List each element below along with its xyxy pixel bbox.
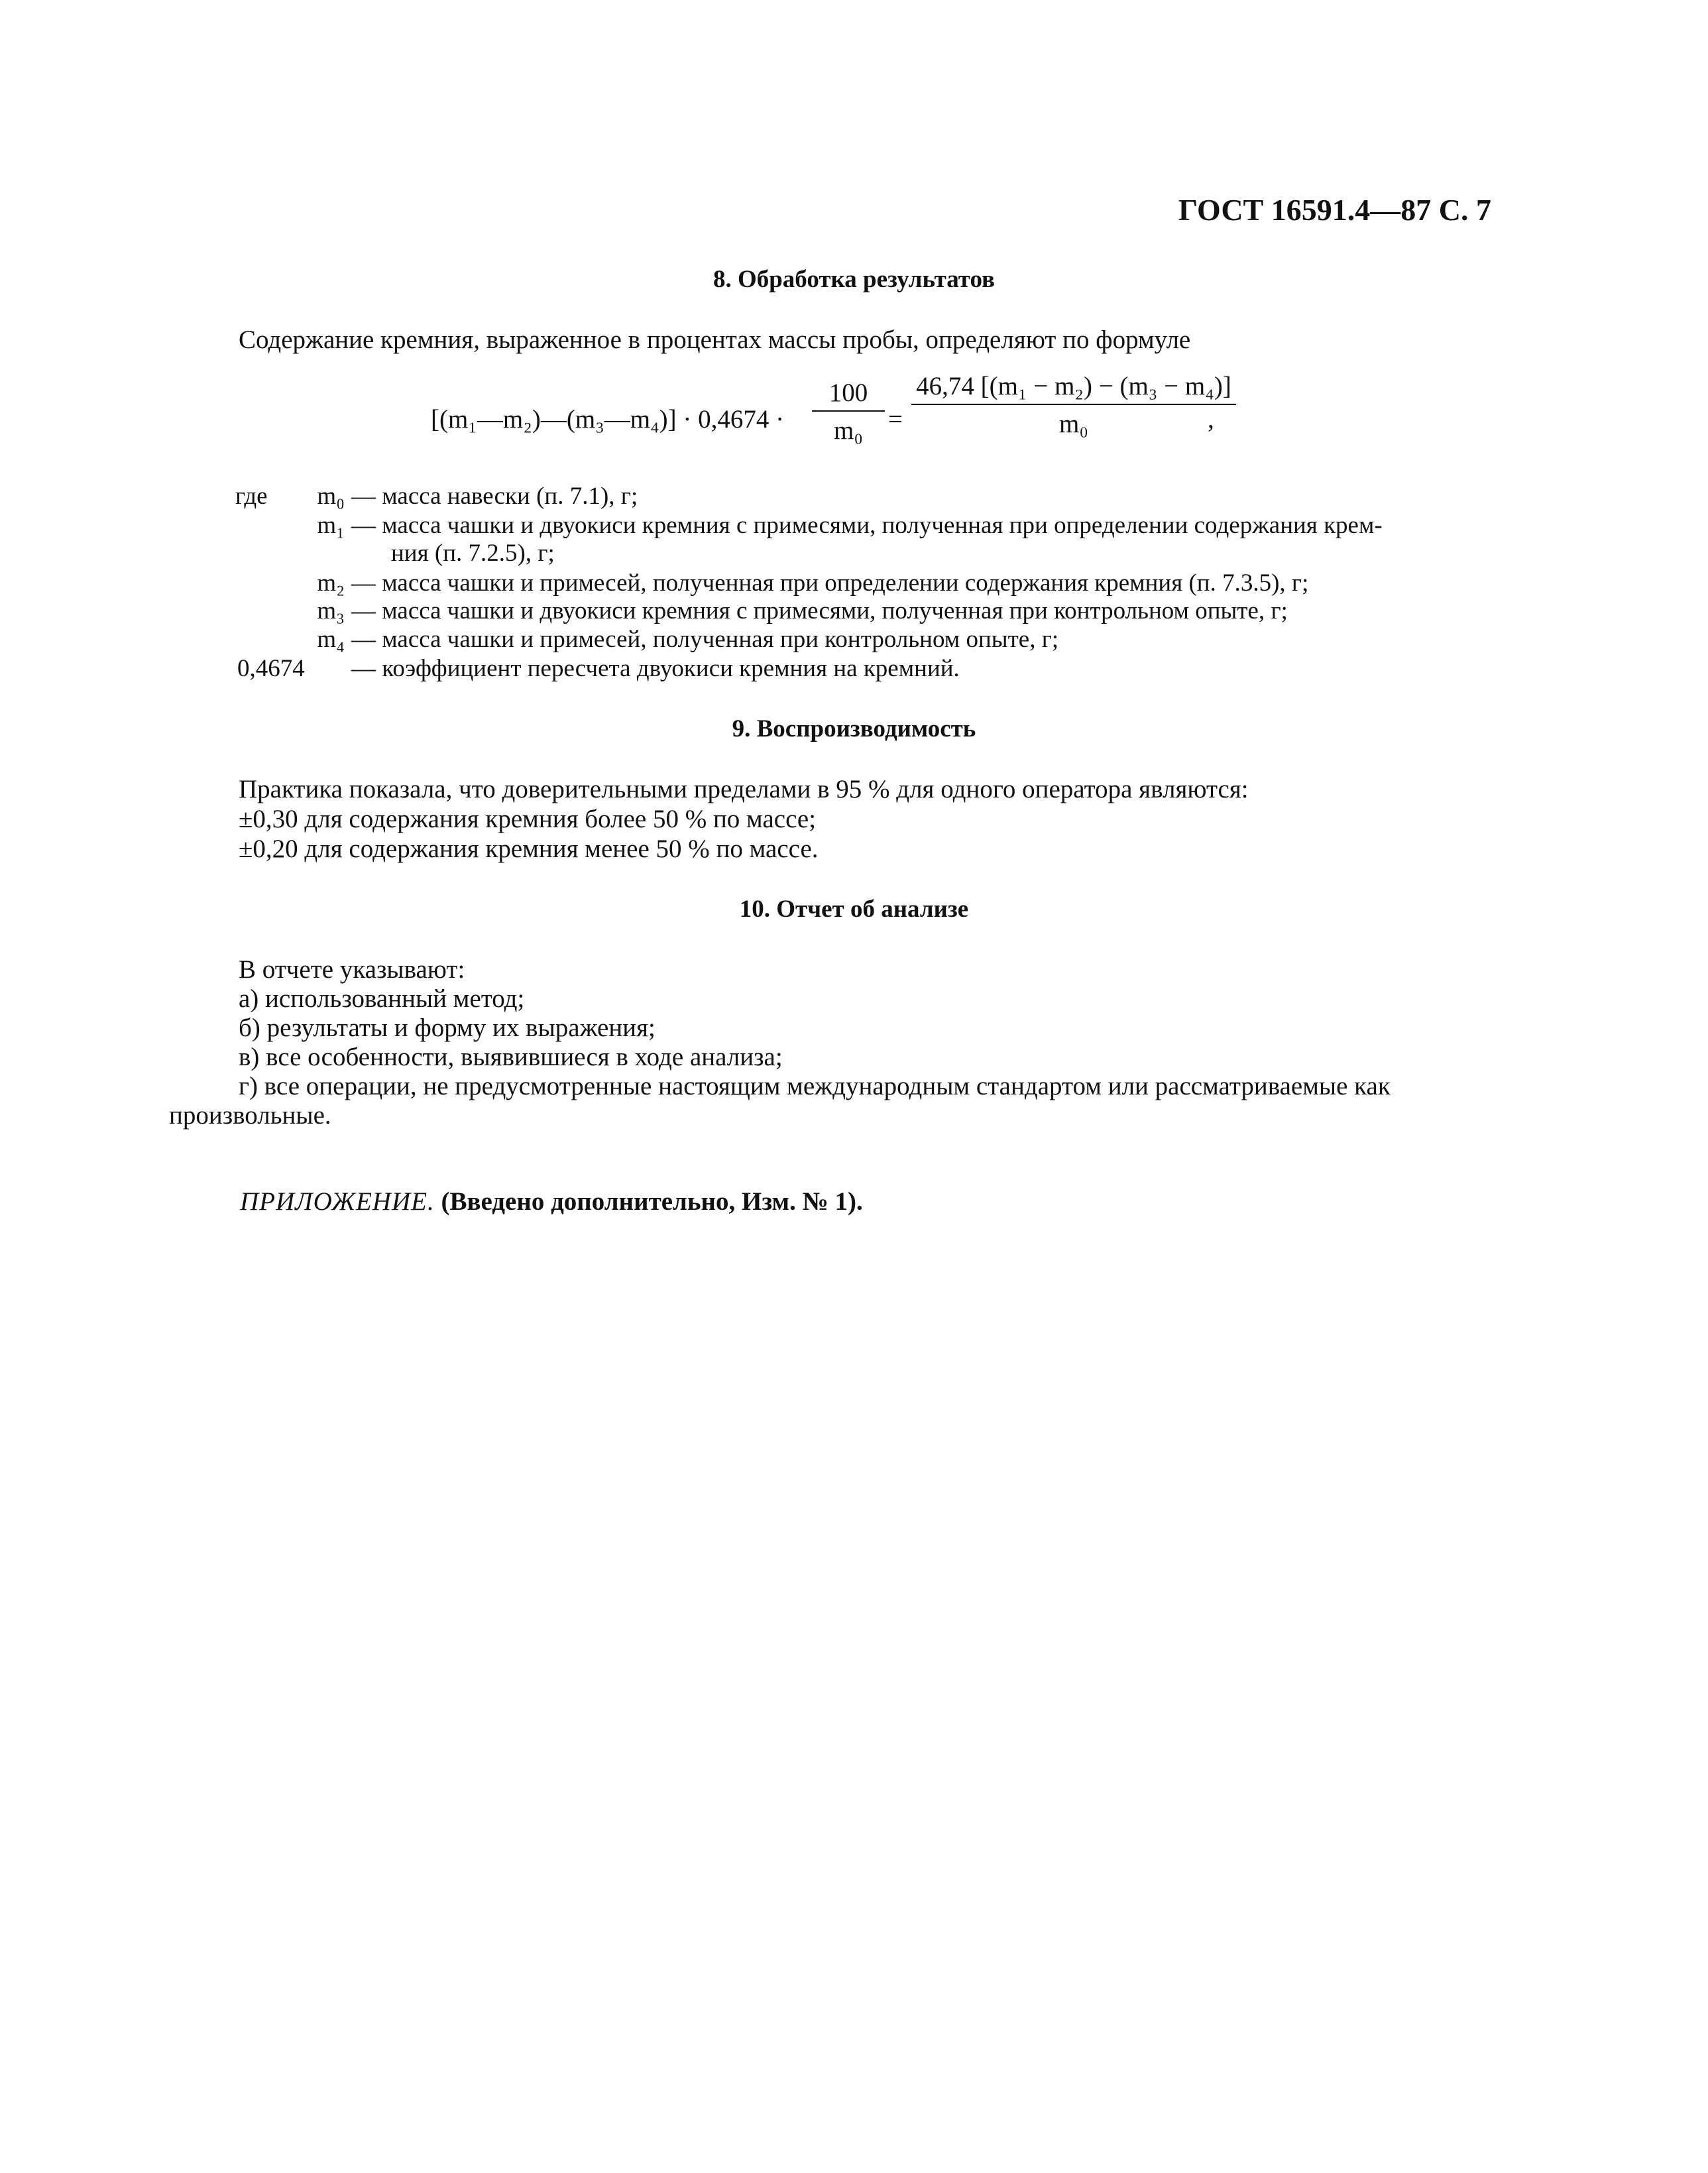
formula-fraction-1 <box>812 378 885 445</box>
section-8-intro: Содержание кремния, выраженное в процентах массы пробы, определяют по формуле <box>239 325 1191 354</box>
fraction-2-numerator: 46,74 [(m₁ − m₂) − (m₃ − m₄)] <box>916 372 1231 400</box>
appendix-note <box>240 1187 863 1216</box>
section-10-line: б) результаты и форму их выражения; <box>239 1014 655 1042</box>
section-10-line: а) использованный метод; <box>239 984 525 1013</box>
definition-symbol: m₀ <box>317 483 345 510</box>
section-8-title: 8. Обработка результатов <box>712 266 996 293</box>
section-10-line: В отчете указывают: <box>239 955 465 984</box>
section-10-title: 10. Отчет об анализе <box>739 896 969 923</box>
section-9-line: Практика показала, что доверительными пределами в 95 % для одного оператора являются: <box>239 775 1249 803</box>
definition-text: ния (п. 7.2.5), г; <box>391 540 555 567</box>
definition-symbol: 0,4674 <box>237 655 305 682</box>
formula-equals: = <box>888 405 903 434</box>
section-9-line: ±0,20 для содержания кремния менее 50 % по массе. <box>239 835 819 863</box>
formula-fraction-2 <box>911 371 1236 439</box>
definition-symbol: m₂ <box>317 569 345 597</box>
definition-text: — масса чашки и примесей, полученная при контрольном опыте, г; <box>351 626 1059 653</box>
formula-left: [(m₁—m₂)—(m₃—m₄)] · 0,4674 · <box>431 405 785 434</box>
appendix-label: ПРИЛОЖЕНИЕ. <box>240 1187 435 1216</box>
definition-symbol: m₃ <box>317 597 345 624</box>
definition-symbol: m₄ <box>317 626 345 653</box>
section-10-line: г) все операции, не предусмотренные настоящим международным стандартом или рассматриваемые как <box>239 1072 1391 1100</box>
formula-comma: , <box>1208 405 1214 434</box>
definition-text: — масса чашки и двуокиси кремния с примесями, полученная при контрольном опыте, г; <box>351 597 1288 624</box>
appendix-text: (Введено дополнительно, Изм. № 1). <box>441 1187 863 1216</box>
fraction-1-denominator: m₀ <box>834 416 863 445</box>
definition-symbol: m₁ <box>317 512 345 539</box>
section-10-line: произвольные. <box>169 1101 331 1130</box>
definition-text: — коэффициент пересчета двуокиси кремния на кремний. <box>351 655 960 682</box>
formula <box>431 372 1231 464</box>
fraction-1-numerator: 100 <box>828 379 868 407</box>
definition-text: — масса чашки и примесей, полученная при определении содержания кремния (п. 7.3.5), г; <box>351 569 1309 597</box>
section-9-title: 9. Воспроизводимость <box>732 715 976 742</box>
page-header: ГОСТ 16591.4—87 С. 7 <box>1178 193 1491 227</box>
where-label: где <box>235 483 268 510</box>
section-10-line: в) все особенности, выявившиеся в ходе анализа; <box>239 1043 783 1071</box>
fraction-2-denominator: m₀ <box>1059 410 1088 438</box>
definition-text: — масса навески (п. 7.1), г; <box>351 483 638 510</box>
definition-text: — масса чашки и двуокиси кремния с примесями, полученная при определении содержания крем- <box>351 512 1383 539</box>
section-9-line: ±0,30 для содержания кремния более 50 % по массе; <box>239 805 817 833</box>
